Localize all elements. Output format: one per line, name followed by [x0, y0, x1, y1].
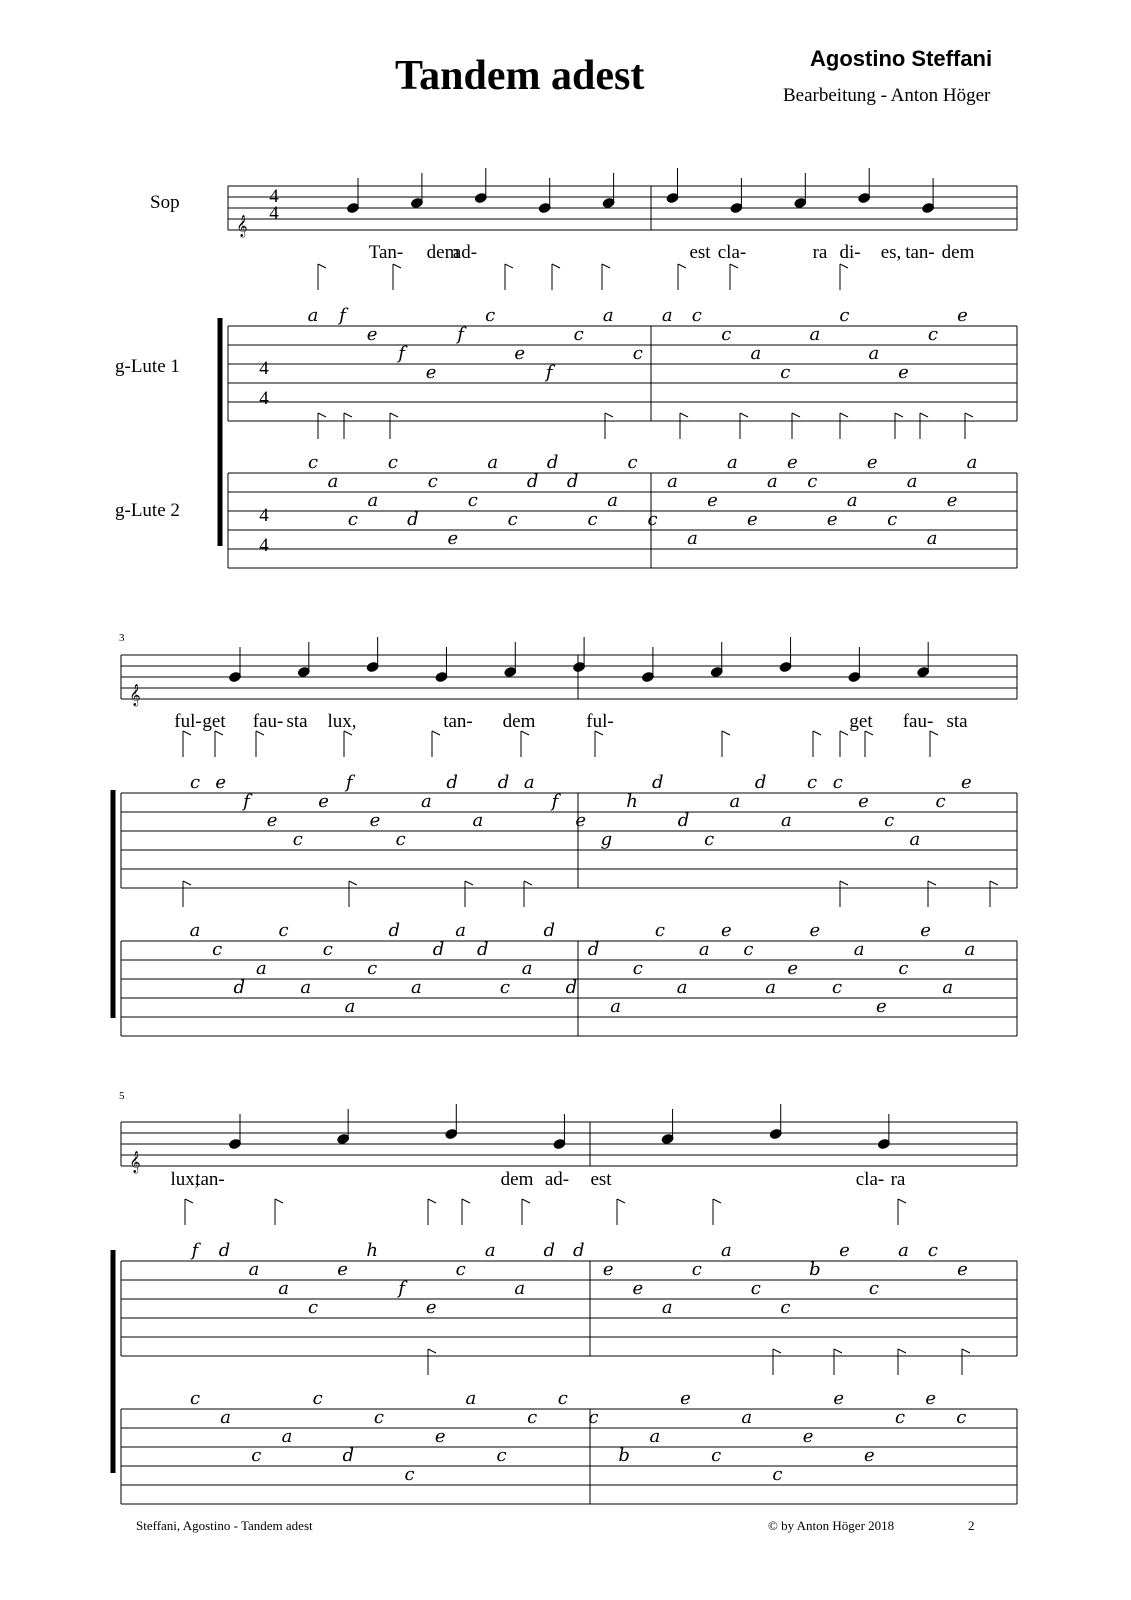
lute2-tab-letter: d	[566, 471, 579, 492]
lute1-tab-letter: e	[514, 343, 525, 364]
lute1-tab-letter: f	[191, 1240, 199, 1261]
lute1-tab-letter: b	[809, 1259, 821, 1280]
lyric-syllable: lux,	[170, 1169, 200, 1190]
lute1-tab-letter: a	[898, 1240, 909, 1261]
lyric-syllable: ra	[890, 1169, 906, 1190]
lyric-syllable: dem	[502, 711, 536, 732]
rhythm-flag	[813, 731, 821, 735]
lute2-tab-letter: a	[942, 977, 954, 998]
instrument-label-lute1: g-Lute 1	[115, 356, 180, 377]
rhythm-flag	[505, 264, 513, 268]
lute1-tab-letter: e	[366, 324, 378, 345]
lute1-tab-letter: c	[839, 305, 850, 326]
lute1-tab-letter: e	[858, 791, 869, 812]
lute1-tab-letter: f	[551, 791, 559, 812]
lute2-tab-letter: a	[220, 1407, 232, 1428]
lute1-tab-letter: d	[754, 772, 767, 793]
lute2-tab-letter: b	[618, 1445, 630, 1466]
rhythm-flag	[185, 1199, 193, 1203]
lute2-tab-letter: e	[866, 452, 878, 473]
lute2-tab-letter: a	[727, 452, 738, 473]
lute2-tab-letter: e	[946, 490, 958, 511]
rhythm-flag	[432, 731, 440, 735]
lute2-tab-letter: a	[521, 958, 533, 979]
lute1-tab-letter: f	[398, 1278, 405, 1299]
lute2-tab-letter: a	[649, 1426, 661, 1447]
piece-title: Tandem adest	[395, 53, 645, 99]
rhythm-flag	[275, 1199, 283, 1203]
lute2-tab-letter: a	[607, 490, 618, 511]
lute1-tab-letter: a	[750, 343, 762, 364]
lute2-tab-letter: c	[307, 452, 319, 473]
rhythm-flag	[552, 264, 560, 268]
lute2-tab-letter: e	[920, 920, 931, 941]
lute2-tab-letter: c	[956, 1407, 967, 1428]
lute2-tab-letter: c	[887, 509, 898, 530]
lyric-syllable: sta	[286, 711, 308, 732]
lute2-tab-letter: c	[894, 1407, 906, 1428]
lute2-tab-letter: c	[312, 1388, 323, 1409]
lute1-tab-letter: a	[523, 772, 535, 793]
lyric-syllable: ad-	[452, 242, 478, 263]
lute2-tab-letter: c	[807, 471, 818, 492]
lute2-tab-letter: c	[627, 452, 638, 473]
lute1-tab-letter: c	[189, 772, 201, 793]
instrument-label-lute2: g-Lute 2	[115, 500, 180, 521]
lyric-syllable: ful-	[174, 711, 202, 732]
lute2-tab-letter: a	[926, 528, 938, 549]
lute2-tab-letter: c	[347, 509, 358, 530]
lute2-tab-letter: a	[465, 1388, 477, 1409]
lute1-tab-letter: g	[600, 829, 613, 850]
rhythm-flag	[840, 413, 848, 417]
rhythm-flag	[898, 1199, 906, 1203]
lute2-tab-letter: d	[526, 471, 539, 492]
tab-time-top: 4	[259, 358, 269, 379]
lyric-syllable: ra	[812, 242, 828, 263]
lute1-tab-letter: a	[661, 305, 673, 326]
lute2-tab-letter: a	[189, 920, 201, 941]
lute2-tab-letter: d	[407, 509, 419, 530]
lyric-syllable: est	[590, 1169, 612, 1190]
lute2-tab-letter: e	[787, 958, 799, 979]
lute1-tab-letter: a	[720, 1240, 732, 1261]
lute1-tab-letter: e	[957, 1259, 968, 1280]
lute1-tab-letter: e	[425, 1297, 437, 1318]
lute2-tab-letter: c	[632, 958, 643, 979]
lute1-tab-letter: f	[345, 772, 353, 793]
lute2-tab-letter: a	[487, 452, 499, 473]
tab-time-bottom: 4	[259, 388, 269, 409]
lute1-tab-letter: c	[868, 1278, 879, 1299]
lyric-syllable: cla-	[717, 242, 747, 263]
lute2-tab-letter: e	[826, 509, 838, 530]
lute2-tab-letter: c	[499, 977, 510, 998]
lute2-tab-letter: a	[906, 471, 918, 492]
lute1-tab-letter: a	[514, 1278, 526, 1299]
lute1-tab-letter: c	[750, 1278, 761, 1299]
lute2-tab-letter: c	[404, 1464, 415, 1485]
lute2-tab-letter: d	[587, 939, 600, 960]
rhythm-flag	[898, 1349, 906, 1353]
lute2-tab-letter: a	[411, 977, 422, 998]
lute1-tab-letter: f	[339, 305, 346, 326]
lute1-tab-letter: d	[572, 1240, 585, 1261]
lute1-tab-letter: c	[573, 324, 584, 345]
lyric-syllable: ad-	[544, 1169, 570, 1190]
lyric-syllable: Tan-	[368, 242, 404, 263]
lute1-tab-letter: f	[457, 324, 464, 345]
rhythm-flag	[928, 881, 936, 885]
rhythm-flag	[773, 1349, 781, 1353]
lyric-syllable: tan-	[905, 242, 935, 263]
tab-time-top: 4	[259, 505, 269, 526]
lute1-tab-letter: c	[691, 305, 702, 326]
rhythm-flag	[840, 731, 848, 735]
lute2-tab-letter: a	[676, 977, 688, 998]
lute2-tab-letter: c	[189, 1388, 201, 1409]
lute2-tab-letter: c	[278, 920, 289, 941]
lute1-tab-letter: a	[484, 1240, 496, 1261]
lute2-tab-letter: e	[721, 920, 732, 941]
rhythm-flag	[524, 881, 532, 885]
lute2-tab-letter: a	[853, 939, 865, 960]
rhythm-flag	[792, 413, 800, 417]
lute1-tab-letter: c	[308, 1297, 319, 1318]
lute1-tab-letter: c	[395, 829, 406, 850]
lute1-tab-letter: e	[369, 810, 381, 831]
lute2-tab-letter: a	[455, 920, 467, 941]
rhythm-flag	[895, 413, 903, 417]
lute1-tab-letter: c	[927, 324, 939, 345]
lyric-syllable: es,	[880, 242, 902, 263]
lute1-tab-letter: c	[632, 343, 643, 364]
footer-work-title: Steffani, Agostino - Tandem adest	[136, 1518, 313, 1533]
lute2-tab-letter: c	[322, 939, 333, 960]
lute1-tab-letter: e	[215, 772, 227, 793]
lute2-tab-letter: c	[557, 1388, 568, 1409]
lute2-tab-letter: c	[373, 1407, 384, 1428]
lute1-tab-letter: f	[545, 362, 553, 383]
lute1-tab-letter: c	[806, 772, 818, 793]
composer-name: Agostino Steffani	[810, 46, 993, 71]
rhythm-flag	[349, 881, 357, 885]
rhythm-flag	[462, 1199, 470, 1203]
lute1-tab-letter: d	[677, 810, 690, 831]
lute2-tab-letter: c	[587, 509, 598, 530]
lute2-tab-letter: a	[765, 977, 776, 998]
rhythm-flag	[920, 413, 928, 417]
lyric-syllable: dem	[500, 1169, 534, 1190]
lute1-tab-letter: h	[366, 1240, 378, 1261]
lute1-tab-letter: c	[721, 324, 732, 345]
lute2-tab-letter: a	[964, 939, 976, 960]
lute2-tab-letter: a	[281, 1426, 293, 1447]
treble-clef-icon: 𝄞	[236, 216, 248, 237]
lyric-syllable: dem	[426, 242, 460, 263]
time-signature-bottom: 4	[269, 203, 279, 224]
lyric-syllable: di-	[839, 242, 861, 263]
measure-number: 3	[119, 632, 125, 644]
lyric-syllable: fau-	[902, 711, 934, 732]
lyric-syllable: sta	[946, 711, 968, 732]
rhythm-flag	[390, 413, 398, 417]
lute1-tab-letter: e	[632, 1278, 644, 1299]
lute1-tab-letter: a	[780, 810, 792, 831]
lute2-tab-letter: d	[388, 920, 401, 941]
lute1-tab-letter: e	[960, 772, 972, 793]
lute1-tab-letter: a	[248, 1259, 260, 1280]
lute1-tab-letter: f	[398, 343, 405, 364]
lute2-tab-letter: a	[300, 977, 312, 998]
time-signature-top: 4	[269, 186, 279, 207]
lute2-tab-letter: c	[367, 958, 378, 979]
lute2-tab-letter: c	[898, 958, 909, 979]
lyric-syllable: get	[849, 711, 873, 732]
rhythm-flag	[617, 1199, 625, 1203]
rhythm-flag	[318, 264, 326, 268]
rhythm-flag	[722, 731, 730, 735]
lute1-tab-letter: e	[266, 810, 278, 831]
lute2-tab-letter: a	[367, 490, 379, 511]
arranger-credit: Bearbeitung - Anton Höger	[783, 85, 991, 106]
lute2-tab-letter: e	[802, 1426, 814, 1447]
treble-clef-icon: 𝄞	[129, 1152, 141, 1173]
lute1-tab-letter: h	[626, 791, 638, 812]
rhythm-flag	[678, 264, 686, 268]
lute2-tab-letter: a	[344, 996, 356, 1017]
lute1-tab-letter: a	[307, 305, 319, 326]
lute2-tab-letter: c	[743, 939, 754, 960]
lute1-tab-letter: a	[602, 305, 614, 326]
lute1-tab-letter: d	[543, 1240, 555, 1261]
lute2-tab-letter: a	[846, 490, 858, 511]
lute1-tab-letter: e	[839, 1240, 850, 1261]
lute1-tab-letter: e	[602, 1259, 614, 1280]
lyric-syllable: tan-	[443, 711, 473, 732]
lute2-tab-letter: e	[833, 1388, 845, 1409]
rhythm-flag	[840, 264, 848, 268]
lute1-tab-letter: c	[455, 1259, 466, 1280]
lute1-tab-letter: f	[243, 791, 250, 812]
tab-time-bottom: 4	[259, 535, 269, 556]
lute1-tab-letter: d	[497, 772, 510, 793]
lyric-syllable: lux,	[327, 711, 357, 732]
footer-copyright: © by Anton Höger 2018	[768, 1518, 895, 1533]
lute2-tab-letter: e	[707, 490, 718, 511]
lute2-tab-letter: c	[831, 977, 843, 998]
footer-page-number: 2	[968, 1518, 975, 1533]
lute1-tab-letter: e	[898, 362, 909, 383]
lute2-tab-letter: a	[966, 452, 978, 473]
rhythm-flag	[740, 413, 748, 417]
lute1-tab-letter: a	[278, 1278, 289, 1299]
lute1-tab-letter: a	[472, 810, 484, 831]
lute2-tab-letter: c	[527, 1407, 538, 1428]
lute1-tab-letter: d	[218, 1240, 231, 1261]
lute2-tab-letter: c	[647, 509, 658, 530]
lute1-tab-letter: c	[704, 829, 715, 850]
lute2-tab-letter: c	[251, 1445, 262, 1466]
lyric-syllable: ful-	[586, 711, 614, 732]
lute1-tab-letter: c	[691, 1259, 702, 1280]
lyric-syllable: tan-	[195, 1169, 225, 1190]
lute2-tab-letter: d	[432, 939, 445, 960]
rhythm-flag	[990, 881, 998, 885]
lute1-tab-letter: d	[652, 772, 664, 793]
lute2-tab-letter: e	[747, 509, 758, 530]
lute2-tab-letter: e	[809, 920, 821, 941]
lute2-tab-letter: a	[687, 528, 698, 549]
lyric-syllable: cla-	[855, 1169, 885, 1190]
lute2-tab-letter: a	[698, 939, 710, 960]
lute1-tab-letter: a	[661, 1297, 673, 1318]
lute1-tab-letter: c	[780, 1297, 791, 1318]
instrument-label-soprano: Sop	[150, 192, 180, 213]
rhythm-flag	[428, 1349, 436, 1353]
rhythm-flag	[465, 881, 473, 885]
lute1-tab-letter: c	[780, 362, 791, 383]
rhythm-flag	[318, 413, 326, 417]
lyric-syllable: get	[202, 711, 226, 732]
lute1-tab-letter: a	[809, 324, 821, 345]
rhythm-flag	[962, 1349, 970, 1353]
rhythm-flag	[840, 881, 848, 885]
lute2-tab-letter: a	[667, 471, 678, 492]
lute1-tab-letter: a	[729, 791, 741, 812]
lute2-tab-letter: e	[786, 452, 798, 473]
lute1-tab-letter: d	[446, 772, 458, 793]
lute2-tab-letter: c	[654, 920, 665, 941]
lute1-tab-letter: c	[485, 305, 496, 326]
lute2-tab-letter: a	[741, 1407, 753, 1428]
lyric-syllable: dem	[941, 242, 975, 263]
lute2-tab-letter: d	[342, 1445, 355, 1466]
lute1-tab-letter: a	[868, 343, 880, 364]
lute2-tab-letter: c	[212, 939, 223, 960]
lute1-tab-letter: c	[832, 772, 843, 793]
lute2-tab-letter: a	[327, 471, 339, 492]
lute1-tab-letter: c	[292, 829, 303, 850]
lute2-tab-letter: c	[772, 1464, 783, 1485]
lute1-tab-letter: a	[909, 829, 921, 850]
lute1-tab-letter: e	[425, 362, 437, 383]
rhythm-flag	[522, 1199, 530, 1203]
lyric-syllable: fau-	[252, 711, 284, 732]
rhythm-flag	[730, 264, 738, 268]
lyric-syllable: est	[689, 242, 711, 263]
lute1-tab-letter: e	[575, 810, 586, 831]
rhythm-flag	[428, 1199, 436, 1203]
lute2-tab-letter: d	[233, 977, 246, 998]
lute2-tab-letter: d	[477, 939, 489, 960]
lute2-tab-letter: a	[610, 996, 622, 1017]
lute2-tab-letter: c	[507, 509, 518, 530]
lute2-tab-letter: d	[543, 920, 555, 941]
lute2-tab-letter: c	[711, 1445, 722, 1466]
lute2-tab-letter: e	[434, 1426, 446, 1447]
lute2-tab-letter: e	[864, 1445, 875, 1466]
lute2-tab-letter: c	[496, 1445, 507, 1466]
lute2-tab-letter: e	[447, 528, 459, 549]
rhythm-flag	[344, 413, 352, 417]
lute1-tab-letter: e	[318, 791, 329, 812]
rhythm-flag	[834, 1349, 842, 1353]
measure-number: 5	[119, 1090, 125, 1102]
lute2-tab-letter: d	[565, 977, 578, 998]
lute1-tab-letter: a	[421, 791, 432, 812]
lute1-tab-letter: c	[927, 1240, 939, 1261]
lute1-tab-letter: e	[337, 1259, 348, 1280]
lute1-tab-letter: c	[935, 791, 946, 812]
lute2-tab-letter: a	[256, 958, 267, 979]
lute2-tab-letter: a	[766, 471, 778, 492]
lute2-tab-letter: c	[467, 490, 478, 511]
rhythm-flag	[713, 1199, 721, 1203]
lute1-tab-letter: c	[884, 810, 895, 831]
rhythm-flag	[965, 413, 973, 417]
lute2-tab-letter: c	[588, 1407, 599, 1428]
lute2-tab-letter: c	[427, 471, 438, 492]
rhythm-flag	[680, 413, 688, 417]
treble-clef-icon: 𝄞	[129, 685, 141, 706]
rhythm-flag	[605, 413, 613, 417]
rhythm-flag	[602, 264, 610, 268]
lute2-tab-letter: d	[546, 452, 559, 473]
lute2-tab-letter: e	[875, 996, 887, 1017]
rhythm-flag	[183, 881, 191, 885]
lute2-tab-letter: e	[680, 1388, 691, 1409]
rhythm-flag	[393, 264, 401, 268]
lute2-tab-letter: e	[925, 1388, 937, 1409]
lute2-tab-letter: c	[387, 452, 398, 473]
lute1-tab-letter: e	[957, 305, 968, 326]
